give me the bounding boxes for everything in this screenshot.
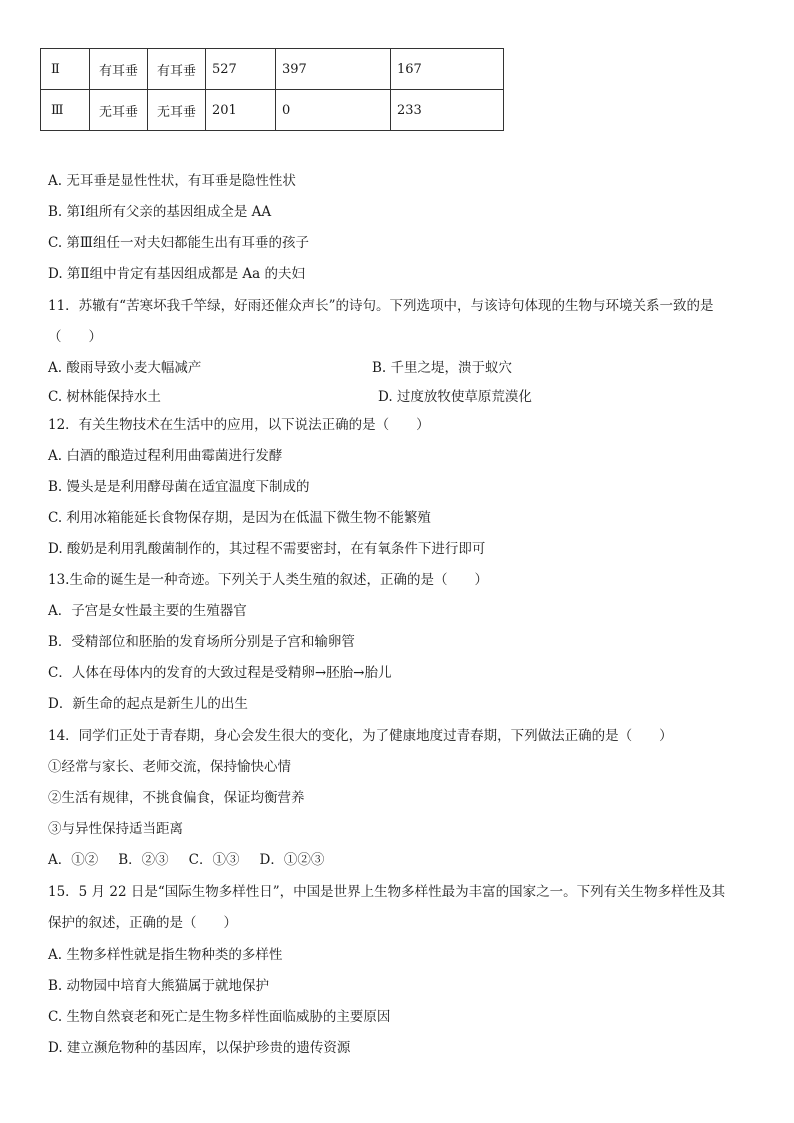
table-row	[41, 90, 504, 131]
q11-option-c: C. 树林能保持水土	[48, 389, 161, 405]
q11-option-b: B. 千里之堤，溃于蚁穴	[372, 360, 513, 376]
inheritance-table	[40, 48, 504, 131]
table-cell: 有耳垂	[90, 49, 148, 90]
q14-item-2: ②生活有规律，不挑食偏食，保证均衡营养	[48, 790, 305, 806]
q12-option-b: B. 馒头是是利用酵母菌在适宜温度下制成的	[48, 479, 310, 495]
table-cell: 无耳垂	[90, 90, 148, 131]
q12-stem: 12．有关生物技术在生活中的应用，以下说法正确的是（ ）	[48, 417, 430, 433]
q10-option-d: D. 第Ⅱ组中肯定有基因组成都是 Aa 的夫妇	[48, 266, 305, 282]
table-cell: 有耳垂	[148, 49, 206, 90]
q12-option-d: D. 酸奶是利用乳酸菌制作的，其过程不需要密封，在有氧条件下进行即可	[48, 541, 486, 557]
q15-option-c: C. 生物自然衰老和死亡是生物多样性面临威胁的主要原因	[48, 1009, 391, 1025]
q14-option-c: C．①③	[188, 852, 240, 868]
q14-stem: 14．同学们正处于青春期，身心会发生很大的变化，为了健康地度过青春期，下列做法正确的是（ ）	[48, 728, 673, 744]
q15-option-d: D. 建立濒危物种的基因库，以保护珍贵的遗传资源	[48, 1040, 351, 1056]
table-row	[41, 49, 504, 90]
q11-option-a: A. 酸雨导致小麦大幅减产	[48, 360, 202, 376]
q13-option-a: A．子宫是女性最主要的生殖器官	[48, 603, 247, 619]
q15-stem: 15．5 月 22 日是“国际生物多样性日”，中国是世界上生物多样性最为丰富的国家之一。下列有关生物多样性及其	[48, 884, 726, 900]
q14-item-1: ①经常与家长、老师交流，保持愉快心情	[48, 759, 291, 775]
q14-option-a: A．①②	[48, 852, 99, 868]
table-cell: 233	[391, 90, 504, 131]
q12-option-a: A. 白酒的酿造过程利用曲霉菌进行发酵	[48, 448, 283, 464]
q10-option-c: C. 第Ⅲ组任一对夫妇都能生出有耳垂的孩子	[48, 235, 309, 251]
q14-option-b: B．②③	[118, 852, 169, 868]
q13-option-b: B．受精部位和胚胎的发育场所分别是子宫和输卵管	[48, 634, 355, 650]
table-cell: Ⅱ	[41, 49, 90, 90]
table-cell: 0	[276, 90, 391, 131]
q15-option-a: A. 生物多样性就是指生物种类的多样性	[48, 947, 283, 963]
q15-option-b: B. 动物园中培育大熊猫属于就地保护	[48, 978, 270, 994]
q13-stem: 13.生命的诞生是一种奇迹。下列关于人类生殖的叙述，正确的是（ ）	[48, 572, 488, 588]
table-cell: 527	[206, 49, 276, 90]
q14-item-3: ③与异性保持适当距离	[48, 821, 183, 837]
q11-stem-cont: （ ）	[48, 329, 102, 345]
table-cell: 397	[276, 49, 391, 90]
q12-option-c: C. 利用冰箱能延长食物保存期，是因为在低温下微生物不能繁殖	[48, 510, 431, 526]
q10-option-b: B. 第Ⅰ组所有父亲的基因组成全是 AA	[48, 204, 272, 220]
table-cell: 167	[391, 49, 504, 90]
q11-stem: 11．苏辙有“苦寒坏我千竿绿，好雨还催众声长”的诗句。下列选项中，与该诗句体现的生物与环境关系一致的是	[48, 298, 714, 314]
table-cell: Ⅲ	[41, 90, 90, 131]
q10-option-a: A. 无耳垂是显性性状，有耳垂是隐性性状	[48, 173, 296, 189]
table-cell: 201	[206, 90, 276, 131]
q15-stem-cont: 保护的叙述，正确的是（ ）	[48, 915, 237, 931]
table-cell: 无耳垂	[148, 90, 206, 131]
q13-option-d: D．新生命的起点是新生儿的出生	[48, 696, 248, 712]
q11-option-d: D. 过度放牧使草原荒漠化	[378, 389, 532, 405]
q13-option-c: C．人体在母体内的发育的大致过程是受精卵→胚胎→胎儿	[48, 665, 392, 681]
q14-option-d: D．①②③	[259, 852, 325, 868]
q14-options	[48, 851, 344, 869]
